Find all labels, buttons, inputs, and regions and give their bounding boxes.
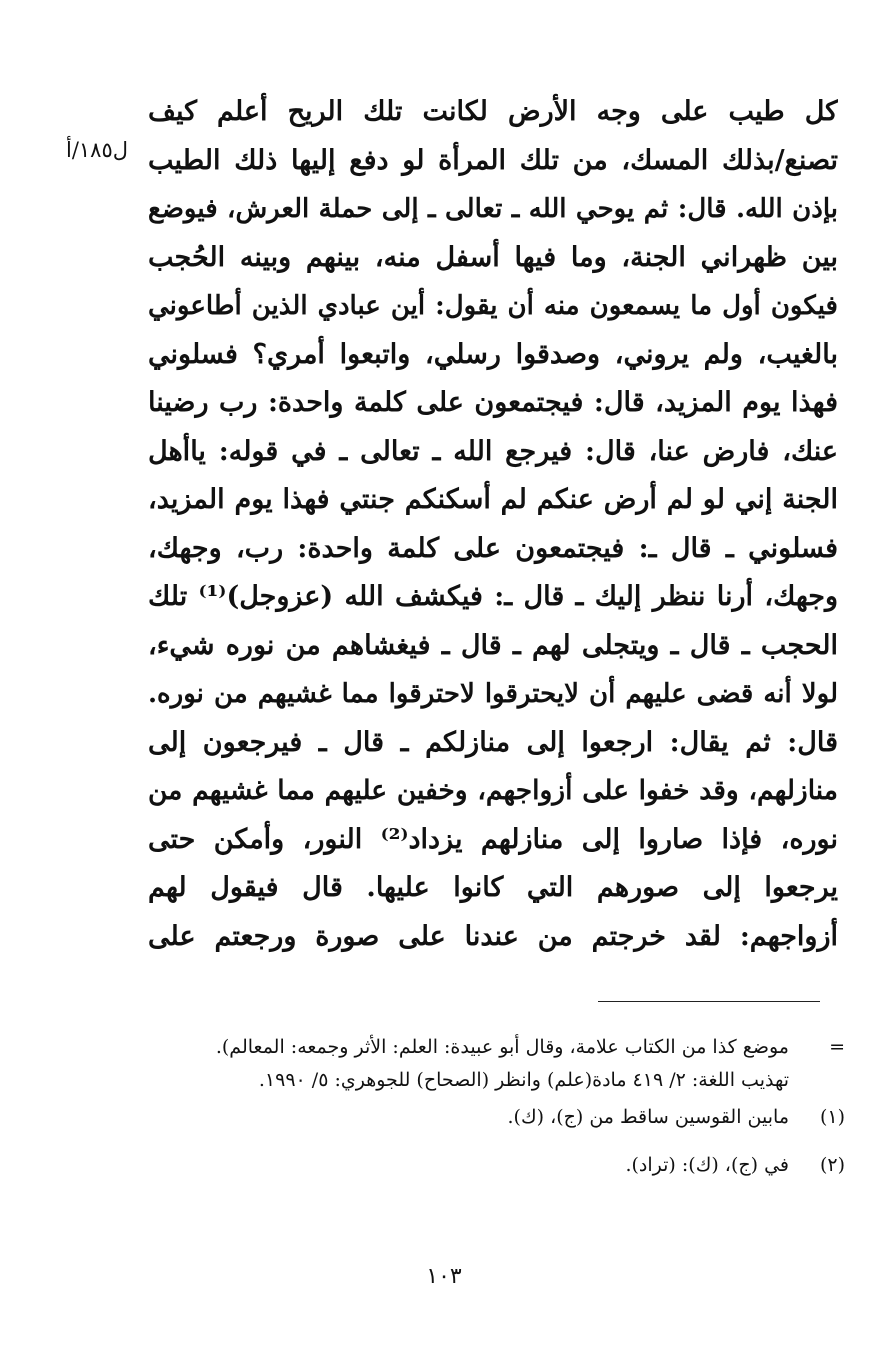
footnote-continuation: [140, 1069, 845, 1106]
text-line: لولا أنه قضى عليهم أن لايحترقوا لاحترقوا مما غشيهم من نوره.: [148, 679, 838, 709]
text-line: بإذن الله. قال: ثم يوحي الله ـ تعالى ـ إلى حملة العرش، فيوضع: [148, 194, 838, 224]
footnote-text: تهذيب اللغة: ٢/ ٤١٩ مادة(علم) وانظر (الصحاح) للجوهري: ٥/ ١٩٩٠.: [258, 1069, 789, 1091]
footnote-marker: (١): [819, 1106, 845, 1128]
text-line: وجهك، أرنا ننظر إليك ـ قال ـ: فيكشف الله (عزوجل)⁽¹⁾ تلك: [148, 581, 838, 612]
text-line: فيكون أول ما يسمعون منه أن يقول: أين عبادي الذين أطاعوني: [148, 291, 838, 321]
text-line: منازلهم، وقد خفوا على أزواجهم، وخفين عليهم مما غشيهم من: [148, 775, 838, 806]
footnote-2: [140, 1154, 845, 1194]
footnote-text: موضع كذا من الكتاب علامة، وقال أبو عبيدة: العلم: الأثر وجمعه: المعالم).: [215, 1036, 789, 1058]
footnote-text: في (ج)، (ك): (تراد).: [625, 1154, 789, 1176]
footnote-marker: (٢): [819, 1154, 845, 1176]
text-line: يرجعوا إلى صورهم التي كانوا عليها. قال فيقول لهم: [148, 872, 838, 903]
footnote-divider: [598, 1001, 820, 1002]
text-line: عنك، فارض عنا، قال: فيرجع الله ـ تعالى ـ في قوله: ياأهل: [148, 435, 838, 467]
text-line: كل طيب على وجه الأرض لكانت تلك الريح أعلم كيف: [148, 96, 838, 127]
text-line: تصنع/بذلك المسك، من تلك المرأة لو دفع إليها ذلك الطيب: [148, 144, 838, 176]
text-line: قال: ثم يقال: ارجعوا إلى منازلكم ـ قال ـ فيرجعون إلى: [148, 726, 838, 758]
footnote-1: [140, 1106, 845, 1154]
footnote-text: مابين القوسين ساقط من (ج)، (ك).: [507, 1106, 789, 1128]
text-line: بين ظهراني الجنة، وما فيها أسفل منه، بينهم وبينه الحُجب: [148, 241, 838, 273]
text-line: الجنة إني لو لم أرض عنكم لم أسكنكم جنتي فهذا يوم المزيد،: [148, 484, 838, 515]
text-line: أزواجهم: لقد خرجتم من عندنا على صورة ورجعتم على: [148, 920, 838, 952]
text-line: بالغيب، ولم يروني، وصدقوا رسلي، واتبعوا أمري؟ فسلوني: [148, 338, 838, 370]
margin-folio-note: ل١٨٥/أ: [65, 138, 129, 162]
text-line: فسلوني ـ قال ـ: فيجتمعون على كلمة واحدة: رب، وجهك،: [148, 532, 838, 564]
footnote-continuation: [140, 1036, 845, 1069]
footnotes-section: [140, 1036, 845, 1194]
main-text-block: [148, 88, 838, 961]
text-line: الحجب ـ قال ـ ويتجلى لهم ـ قال ـ فيغشاهم من نوره شيء،: [148, 629, 838, 661]
text-line: فهذا يوم المزيد، قال: فيجتمعون على كلمة واحدة: رب رضينا: [148, 387, 838, 418]
page-number: ١٠٣: [426, 1264, 462, 1289]
text-line: نوره، فإذا صاروا إلى منازلهم يزداد⁽²⁾ النور، وأمكن حتى: [148, 823, 838, 855]
footnote-marker: =: [829, 1036, 845, 1058]
